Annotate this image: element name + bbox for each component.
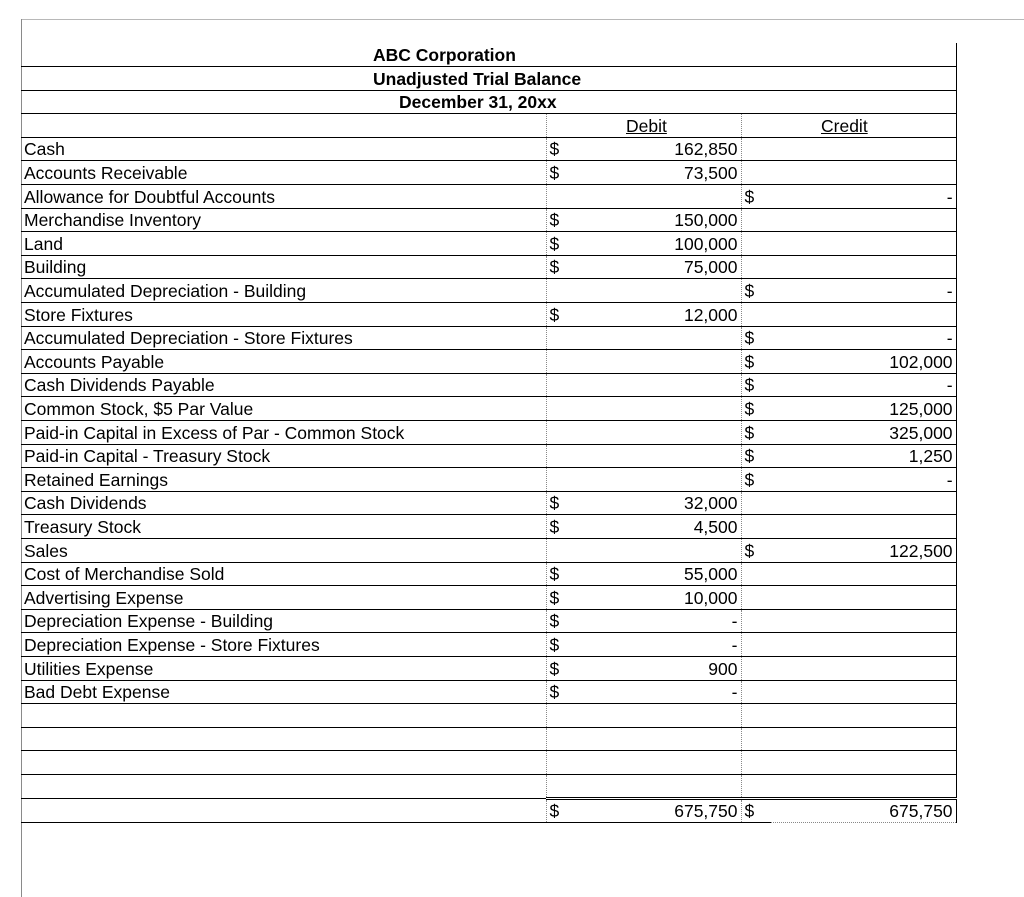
total-debit: 675,750 xyxy=(576,798,741,822)
account-name: Accumulated Depreciation - Store Fixtures xyxy=(21,326,546,350)
credit-currency-symbol xyxy=(741,303,771,327)
trial-balance-table xyxy=(21,43,957,823)
account-name: Paid-in Capital in Excess of Par - Common Stock xyxy=(21,421,546,445)
empty-cell xyxy=(576,704,741,728)
debit-currency-symbol: $ xyxy=(546,515,576,539)
empty-cell xyxy=(21,751,546,775)
debit-currency-symbol xyxy=(546,373,576,397)
credit-currency-symbol xyxy=(741,491,771,515)
account-name: Treasury Stock xyxy=(21,515,546,539)
debit-amount: 100,000 xyxy=(576,232,741,256)
account-name: Allowance for Doubtful Accounts xyxy=(21,185,546,209)
debit-amount xyxy=(576,279,741,303)
account-row xyxy=(21,137,956,161)
account-name: Accounts Receivable xyxy=(21,161,546,185)
account-row xyxy=(21,609,956,633)
account-row xyxy=(21,185,956,209)
credit-amount xyxy=(771,208,956,232)
debit-currency-symbol xyxy=(546,397,576,421)
credit-currency-symbol: $ xyxy=(741,397,771,421)
credit-amount: - xyxy=(771,279,956,303)
credit-currency-symbol xyxy=(741,586,771,610)
credit-currency-symbol xyxy=(741,137,771,161)
account-row xyxy=(21,633,956,657)
credit-amount xyxy=(771,137,956,161)
credit-amount: - xyxy=(771,468,956,492)
account-row xyxy=(21,680,956,704)
credit-amount xyxy=(771,680,956,704)
account-name: Cash Dividends xyxy=(21,491,546,515)
blank-row xyxy=(21,704,956,728)
credit-amount: 1,250 xyxy=(771,444,956,468)
credit-amount: - xyxy=(771,373,956,397)
empty-cell xyxy=(576,774,741,798)
debit-amount: - xyxy=(576,633,741,657)
credit-currency-symbol xyxy=(741,562,771,586)
credit-amount: - xyxy=(771,185,956,209)
credit-currency-symbol: $ xyxy=(741,326,771,350)
debit-column-header: Debit xyxy=(576,114,741,138)
account-row xyxy=(21,303,956,327)
empty-cell xyxy=(771,751,956,775)
debit-currency-symbol: $ xyxy=(546,586,576,610)
credit-amount xyxy=(771,609,956,633)
debit-currency-symbol: $ xyxy=(546,208,576,232)
credit-amount xyxy=(771,633,956,657)
empty-cell xyxy=(741,727,771,751)
debit-amount xyxy=(576,350,741,374)
empty-cell xyxy=(546,751,576,775)
credit-amount xyxy=(771,586,956,610)
report-date: December 31, 20xx xyxy=(21,90,956,114)
debit-amount xyxy=(576,468,741,492)
debit-currency-symbol xyxy=(546,538,576,562)
account-name: Cash Dividends Payable xyxy=(21,373,546,397)
account-row xyxy=(21,515,956,539)
debit-amount: - xyxy=(576,609,741,633)
account-row xyxy=(21,279,956,303)
credit-amount xyxy=(771,161,956,185)
header-row-title xyxy=(21,67,956,91)
credit-amount: 325,000 xyxy=(771,421,956,445)
debit-currency-symbol: $ xyxy=(546,232,576,256)
empty-cell xyxy=(546,774,576,798)
debit-amount: 10,000 xyxy=(576,586,741,610)
total-credit: 675,750 xyxy=(771,798,956,822)
credit-currency-symbol: $ xyxy=(741,279,771,303)
debit-amount: 162,850 xyxy=(576,137,741,161)
debit-currency-symbol xyxy=(546,468,576,492)
debit-amount: 73,500 xyxy=(576,161,741,185)
empty-cell xyxy=(771,727,956,751)
debit-currency-symbol: $ xyxy=(546,303,576,327)
column-header-row xyxy=(21,114,956,138)
empty-cell xyxy=(771,774,956,798)
empty-cell xyxy=(771,704,956,728)
empty-cell xyxy=(21,704,546,728)
debit-amount xyxy=(576,397,741,421)
credit-amount xyxy=(771,491,956,515)
account-row xyxy=(21,373,956,397)
account-row xyxy=(21,397,956,421)
credit-amount xyxy=(771,232,956,256)
debit-amount: 75,000 xyxy=(576,255,741,279)
account-row xyxy=(21,468,956,492)
debit-currency-symbol: $ xyxy=(546,137,576,161)
debit-currency-symbol xyxy=(546,350,576,374)
account-row xyxy=(21,326,956,350)
debit-currency-symbol: $ xyxy=(546,491,576,515)
account-row xyxy=(21,161,956,185)
debit-currency-symbol: $ xyxy=(546,680,576,704)
credit-currency-symbol xyxy=(741,208,771,232)
account-name: Depreciation Expense - Building xyxy=(21,609,546,633)
account-row xyxy=(21,538,956,562)
credit-currency-symbol: $ xyxy=(741,185,771,209)
credit-currency-symbol xyxy=(741,232,771,256)
credit-amount xyxy=(771,515,956,539)
empty-cell xyxy=(576,727,741,751)
debit-currency-symbol: $ xyxy=(546,562,576,586)
account-row xyxy=(21,208,956,232)
debit-currency-symbol: $ xyxy=(546,633,576,657)
credit-currency-symbol: $ xyxy=(741,421,771,445)
empty-cell xyxy=(21,774,546,798)
debit-currency-symbol xyxy=(546,185,576,209)
blank-row xyxy=(21,751,956,775)
debit-amount: - xyxy=(576,680,741,704)
debit-amount: 55,000 xyxy=(576,562,741,586)
debit-currency-symbol: $ xyxy=(546,609,576,633)
account-row xyxy=(21,562,956,586)
debit-currency-symbol: $ xyxy=(546,161,576,185)
account-name: Building xyxy=(21,255,546,279)
debit-amount: 150,000 xyxy=(576,208,741,232)
header-row-company xyxy=(21,43,956,67)
credit-amount xyxy=(771,562,956,586)
credit-currency-symbol xyxy=(741,609,771,633)
account-name: Accumulated Depreciation - Building xyxy=(21,279,546,303)
account-name: Paid-in Capital - Treasury Stock xyxy=(21,444,546,468)
account-row xyxy=(21,656,956,680)
account-name: Depreciation Expense - Store Fixtures xyxy=(21,633,546,657)
credit-amount: 122,500 xyxy=(771,538,956,562)
account-row xyxy=(21,444,956,468)
account-name: Common Stock, $5 Par Value xyxy=(21,397,546,421)
account-name: Advertising Expense xyxy=(21,586,546,610)
credit-currency-symbol: $ xyxy=(741,444,771,468)
totals-row xyxy=(21,798,956,822)
debit-amount: 12,000 xyxy=(576,303,741,327)
blank-row xyxy=(21,727,956,751)
empty-cell xyxy=(21,727,546,751)
debit-amount xyxy=(576,444,741,468)
account-row xyxy=(21,350,956,374)
empty-cell xyxy=(741,751,771,775)
account-name: Sales xyxy=(21,538,546,562)
credit-currency-symbol: $ xyxy=(741,468,771,492)
debit-currency-symbol: $ xyxy=(546,255,576,279)
debit-amount: 32,000 xyxy=(576,491,741,515)
account-row xyxy=(21,255,956,279)
account-name: Retained Earnings xyxy=(21,468,546,492)
credit-currency-symbol xyxy=(741,515,771,539)
debit-amount xyxy=(576,421,741,445)
empty-cell xyxy=(546,727,576,751)
debit-currency-symbol xyxy=(546,326,576,350)
debit-amount xyxy=(576,538,741,562)
credit-currency-symbol: $ xyxy=(741,350,771,374)
total-debit-currency-symbol: $ xyxy=(546,798,576,822)
credit-currency-symbol: $ xyxy=(741,538,771,562)
account-row xyxy=(21,232,956,256)
debit-currency-symbol xyxy=(546,421,576,445)
top-gridline xyxy=(21,19,1024,20)
debit-currency-symbol xyxy=(546,444,576,468)
debit-currency-symbol: $ xyxy=(546,656,576,680)
credit-amount: 125,000 xyxy=(771,397,956,421)
spreadsheet xyxy=(21,19,1024,897)
debit-amount xyxy=(576,185,741,209)
totals-label xyxy=(21,798,546,822)
debit-amount xyxy=(576,326,741,350)
credit-currency-symbol xyxy=(741,633,771,657)
debit-amount: 4,500 xyxy=(576,515,741,539)
credit-currency-symbol: $ xyxy=(741,373,771,397)
credit-amount xyxy=(771,255,956,279)
account-name: Land xyxy=(21,232,546,256)
account-column-header xyxy=(21,114,546,138)
empty-cell xyxy=(546,704,576,728)
credit-amount xyxy=(771,303,956,327)
account-row xyxy=(21,586,956,610)
debit-amount xyxy=(576,373,741,397)
account-row xyxy=(21,421,956,445)
account-name: Merchandise Inventory xyxy=(21,208,546,232)
account-name: Utilities Expense xyxy=(21,656,546,680)
company-name: ABC Corporation xyxy=(21,43,956,67)
account-name: Store Fixtures xyxy=(21,303,546,327)
debit-amount: 900 xyxy=(576,656,741,680)
credit-amount xyxy=(771,656,956,680)
credit-column-header: Credit xyxy=(771,114,956,138)
total-credit-currency-symbol: $ xyxy=(741,798,771,822)
debit-currency-symbol xyxy=(546,279,576,303)
account-name: Accounts Payable xyxy=(21,350,546,374)
account-row xyxy=(21,491,956,515)
empty-cell xyxy=(741,704,771,728)
account-name: Cost of Merchandise Sold xyxy=(21,562,546,586)
account-name: Cash xyxy=(21,137,546,161)
empty-cell xyxy=(576,751,741,775)
credit-currency-symbol xyxy=(741,161,771,185)
report-title: Unadjusted Trial Balance xyxy=(21,67,956,91)
account-name: Bad Debt Expense xyxy=(21,680,546,704)
credit-currency-symbol xyxy=(741,680,771,704)
header-row-date xyxy=(21,90,956,114)
credit-currency-symbol xyxy=(741,255,771,279)
blank-row xyxy=(21,774,956,798)
credit-currency-symbol xyxy=(741,656,771,680)
credit-amount: - xyxy=(771,326,956,350)
credit-amount: 102,000 xyxy=(771,350,956,374)
empty-cell xyxy=(741,774,771,798)
